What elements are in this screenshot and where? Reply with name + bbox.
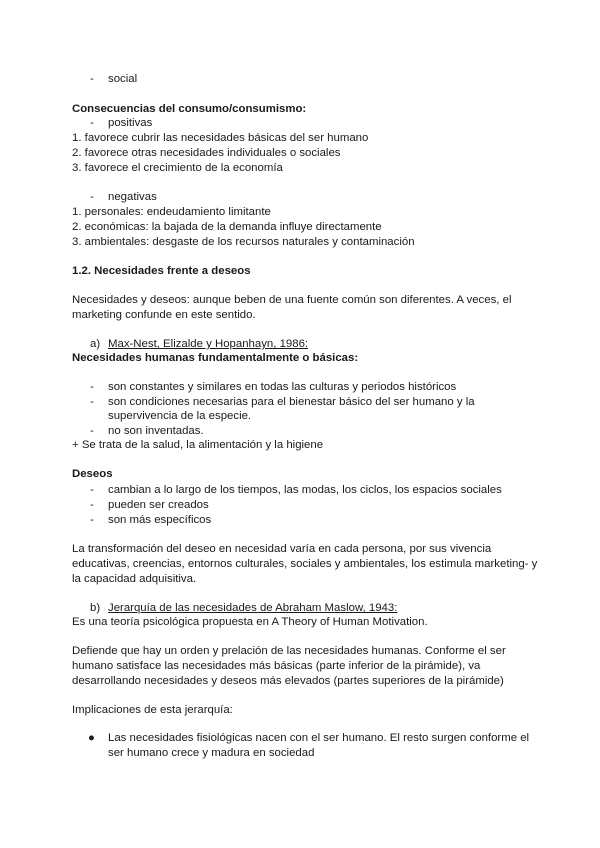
implicacion-item-1: Las necesidades fisiológicas nacen con el ser humano. El resto surgen conforme el — [108, 732, 530, 744]
positivas-item-2: 2. favorece otras necesidades individuales o sociales — [72, 147, 341, 159]
deseos-paragraph-line-3: la capacidad adquisitiva. — [72, 573, 197, 585]
dash-marker: - — [90, 396, 94, 408]
deseos-paragraph-line-1: La transformación del deseo en necesidad varía en cada persona, por sus vivencia — [72, 543, 492, 555]
positivas-item-1: 1. favorece cubrir las necesidades básicas del ser humano — [72, 132, 369, 144]
maslow-reference: Jerarquía de las necesidades de Abraham Maslow, 1943: — [108, 602, 398, 614]
list-marker-b: b) — [90, 602, 101, 614]
positivas-item-3: 3. favorece el crecimiento de la economía — [72, 162, 283, 174]
necesidades-item-3: no son inventadas. — [108, 425, 204, 437]
maslow-paragraph-line-2: humano satisface las necesidades más básicas (parte inferior de la pirámide), va — [72, 660, 481, 672]
consumo-heading: Consecuencias del consumo/consumismo: — [72, 103, 307, 115]
necesidades-item-1: son constantes y similares en todas las culturas y periodos históricos — [108, 381, 457, 393]
dash-marker: - — [90, 73, 94, 85]
max-nest-reference: Max-Nest, Elizalde y Hopanhayn, 1986: — [108, 338, 309, 350]
maslow-theory-line: Es una teoría psicológica propuesta en A Theory of Human Motivation. — [72, 616, 428, 628]
deseos-item-3: son más específicos — [108, 514, 212, 526]
deseos-paragraph-line-2: educativas, creencias, entornos culturales, sociales y ambientales, los estimula marketing- y — [72, 558, 538, 570]
bullet-icon: ● — [88, 732, 95, 744]
necesidades-note: + Se trata de la salud, la alimentación y la higiene — [72, 439, 324, 451]
intro-line-2: marketing confunde en este sentido. — [72, 309, 256, 321]
implicacion-item-1-cont: ser humano crece y madura en sociedad — [108, 747, 315, 759]
negativas-item-1: 1. personales: endeudamiento limitante — [72, 206, 271, 218]
negativas-item-2: 2. económicas: la bajada de la demanda influye directamente — [72, 221, 382, 233]
deseos-item-2: pueden ser creados — [108, 499, 209, 511]
maslow-paragraph-line-3: desarrollando necesidades y deseos más elevados (partes superiores de la pirámide) — [72, 675, 504, 687]
maslow-paragraph-line-1: Defiende que hay un orden y prelación de las necesidades humanas. Conforme el ser — [72, 645, 506, 657]
deseos-item-1: cambian a lo largo de los tiempos, las modas, los ciclos, los espacios sociales — [108, 484, 502, 496]
dash-marker: - — [90, 117, 94, 129]
dash-marker: - — [90, 191, 94, 203]
positivas-label: positivas — [108, 117, 153, 129]
dash-marker: - — [90, 499, 94, 511]
dash-marker: - — [90, 484, 94, 496]
intro-line-1: Necesidades y deseos: aunque beben de una fuente común son diferentes. A veces, el — [72, 294, 512, 306]
negativas-item-3: 3. ambientales: desgaste de los recursos naturales y contaminación — [72, 236, 415, 248]
implicaciones-heading: Implicaciones de esta jerarquía: — [72, 704, 233, 716]
negativas-label: negativas — [108, 191, 157, 203]
dash-marker: - — [90, 425, 94, 437]
section-heading: 1.2. Necesidades frente a deseos — [72, 265, 251, 277]
list-marker-a: a) — [90, 338, 101, 350]
list-item-social: social — [108, 73, 138, 85]
dash-marker: - — [90, 381, 94, 393]
necesidades-item-2-cont: supervivencia de la especie. — [108, 410, 252, 422]
deseos-heading: Deseos — [72, 468, 113, 480]
necesidades-item-2: son condiciones necesarias para el bienestar básico del ser humano y la — [108, 396, 475, 408]
necesidades-heading: Necesidades humanas fundamentalmente o básicas: — [72, 352, 359, 364]
dash-marker: - — [90, 514, 94, 526]
